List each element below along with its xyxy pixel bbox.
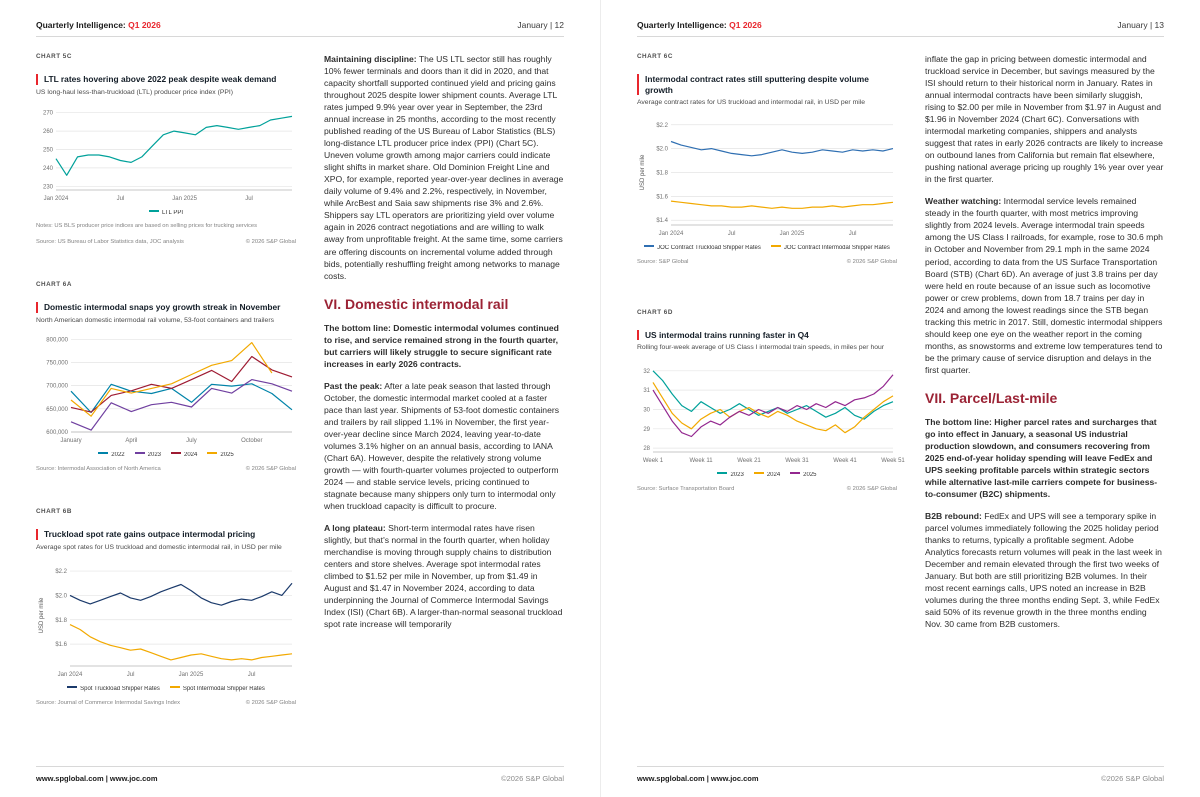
para-body: After a late peak season that lasted through October, the domestic intermodal market cooled at a faster pace than last year. Shipments of 53-foot domestic containers and trailers by rail slipped 1.1% in November, the first year-over-year decline since March 2024, leaving year-to-date volumes 3.1% higher on an annual basis, according to IANA (Chart 6A). However, despite the relatively strong volume growth — with fourth-quarter volumes projected to outperform 2024 — and stable service levels, pricing continued to stagnate because many shippers only turn to intermodal only when truckload capacity is difficult to procure. <box>324 380 560 512</box>
para-past-the-peak <box>324 380 564 512</box>
chart-block-6a <box>36 281 296 472</box>
svg-text:750,000: 750,000 <box>46 360 68 367</box>
chart-copyright: © 2026 S&P Global <box>245 239 296 246</box>
svg-text:800,000: 800,000 <box>46 337 68 344</box>
para-inflate-gap <box>925 53 1164 185</box>
header-title <box>637 20 762 30</box>
chart-kicker: CHART 6C <box>637 53 673 60</box>
legend-item <box>790 472 816 478</box>
para-lead: Maintaining discipline: <box>324 54 417 64</box>
svg-text:$1.6: $1.6 <box>656 194 668 201</box>
legend-label: JOC Contract Intermodal Shipper Rates <box>783 244 890 251</box>
para-lead: The bottom line: <box>925 416 992 427</box>
svg-text:Jul: Jul <box>727 230 736 237</box>
header-title <box>36 20 161 30</box>
para-body: Higher parcel rates and surcharges that go into effect in January, a seasonal US industrial production slowdown, and consumers recovering from 2025 end-of-year holiday spending will leave FedEx and UPS seeking profitable parcels within strategic sectors while alternative last-mile carriers compete for business-to-consumer (B2C) shipments. <box>925 416 1158 499</box>
svg-text:Jan 2024: Jan 2024 <box>57 671 83 678</box>
legend-item <box>67 686 160 692</box>
svg-text:Jul: Jul <box>247 671 256 678</box>
header-brand: Quarterly Intelligence: <box>637 20 730 30</box>
chart-source-row <box>36 466 296 472</box>
svg-text:$1.4: $1.4 <box>656 218 668 225</box>
svg-text:USD per mile: USD per mile <box>640 154 646 191</box>
chart-source-row <box>637 259 897 265</box>
svg-text:October: October <box>241 438 263 445</box>
svg-text:Jan 2024: Jan 2024 <box>658 230 684 237</box>
legend-swatch <box>207 452 217 454</box>
chart-subtitle: Average contract rates for US truckload and intermodal rail, in USD per mile <box>637 99 866 106</box>
svg-text:Jan 2025: Jan 2025 <box>172 196 197 203</box>
svg-text:Jan 2025: Jan 2025 <box>178 671 204 678</box>
chart-legend <box>637 472 897 478</box>
para-lead: Past the peak: <box>324 380 383 391</box>
header-brand: Quarterly Intelligence: <box>36 20 129 30</box>
svg-text:230: 230 <box>42 184 53 191</box>
chart-notes: Notes: US BLS producer price indices are based on selling prices for trucking services <box>36 223 258 230</box>
para-a-long-plateau <box>324 522 564 630</box>
para-body: The US LTL sector still has roughly 10% fewer terminals and doors than it did in 2020, and that capacity shortfall supported continued yield and pricing gains throughout 2025 despite lower shipment counts. Average LTL rates jumped 9.9% year over year in September, the 23rd annual increase in 25 months, according to the most recently published reading of the US Bureau of Labor Statistics (BLS) long-distance LTL producer price index (PPI) (Chart 5C). Uneven volume growth among major carriers could indicate slight shifts in market share. Old Dominion Freight Line and XPO, for example, reported year-over-year declines in average daily volume of 9.4% and 2.2%, respectively, in November, while ArcBest and Saia saw shipments rise 3% and 2.6%. Shippers say LTL operators are prioritizing yield over volume again in 2026 contract negotiations and are willing to walk away from unprofitable freight. At the same time, some carriers are offering discounts on incremental volume added through bids, potentially reshuffling freight among networks to manage costs. <box>324 54 564 281</box>
header-page-number: January | 12 <box>517 20 564 30</box>
legend-swatch <box>790 472 800 474</box>
chart-source-row <box>36 239 296 245</box>
page-13 <box>600 0 1200 797</box>
chart-source-row <box>637 486 897 492</box>
chart-kicker: CHART 5C <box>36 53 72 60</box>
text-column <box>925 53 1164 766</box>
para-body: Domestic intermodal volumes continued to rise, and service remained strong in the fourth quarter, but carriers will likely struggle to secure significant rate increases in early 2026 contracts. <box>324 322 559 369</box>
legend-swatch <box>149 210 159 212</box>
para-lead: B2B rebound: <box>925 511 982 522</box>
chart-svg <box>36 561 296 679</box>
chart-subtitle: Rolling four-week average of US Class I intermodal train speeds, in miles per hour <box>637 344 885 352</box>
legend-label: Spot Truckload Shipper Rates <box>80 685 160 692</box>
legend-item <box>207 452 233 458</box>
chart-block-6b <box>36 508 296 705</box>
svg-text:270: 270 <box>42 111 53 118</box>
charts-column <box>36 53 296 766</box>
svg-text:31: 31 <box>643 388 650 395</box>
header-issue: Q1 2026 <box>729 20 762 30</box>
chart-title: Domestic intermodal snaps yoy growth streak in November <box>36 302 296 313</box>
svg-text:Week 51: Week 51 <box>881 458 905 465</box>
chart-source: Source: Intermodal Association of North America <box>36 466 161 473</box>
page-footer <box>36 766 564 783</box>
legend-swatch <box>98 452 108 454</box>
para-body: inflate the gap in pricing between domestic intermodal and truckload service in December, but savings measured by the ISI should return to their historical norm in January. Rates in annual intermodal contracts have been similarly sluggish, rising to $2.00 per mile in November from $1.97 in August and $1.96 in November 2024 (Chart 6C). Conversations with intermodal marketing companies, shippers and analysts suggest that rates in early 2026 contracts are likely to increase on outbound lanes from California but remain flat elsewhere, pushing national average pricing up roughly 1% year over year in the first quarter. <box>925 54 1164 185</box>
svg-text:32: 32 <box>643 368 650 375</box>
footer-copyright: ©2026 S&P Global <box>501 774 564 783</box>
legend-swatch <box>717 472 727 474</box>
chart-legend <box>637 245 897 251</box>
legend-label: 2022 <box>111 452 125 459</box>
svg-text:600,000: 600,000 <box>46 430 68 437</box>
para-body: Intermodal service levels remained steady in the fourth quarter, with most metrics improving slightly from 2024 levels. Average intermodal train speeds among the US Class I railroads, for example, rose to 30.6 mph in October and November from 29.1 mph in the same 2024 period, according to data from the US Surface Transportation Board (STB) (Chart 6D). An average of just 3.8 trains per day were held en route because of an issue such as locomotive power or crew problems, down from 18.7 trains per day in 2024 and among the lowest readings since the STB began tracking this metric in 2017. Still, domestic intermodal shippers should keep one eye on the weather report in the coming months, as snowstorms and extreme low temperatures tend to be the primary cause of service disruption and delays in the first quarter. <box>925 196 1163 375</box>
svg-text:Jul: Jul <box>126 671 135 678</box>
chart-svg <box>36 333 296 445</box>
series-Spot Intermodal Shipper Rates <box>70 624 292 659</box>
legend-swatch <box>644 245 654 247</box>
chart-source: Source: Journal of Commerce Intermodal Savings Index <box>36 699 181 706</box>
chart-kicker: CHART 6D <box>637 308 673 316</box>
svg-text:$2.0: $2.0 <box>656 146 668 153</box>
svg-text:700,000: 700,000 <box>46 384 68 391</box>
chart-source: Source: S&P Global <box>637 258 689 265</box>
header-page-number: January | 13 <box>1117 20 1164 30</box>
svg-text:29: 29 <box>643 426 650 433</box>
chart-svg <box>36 105 296 203</box>
para-bottom-line-vii <box>925 416 1164 500</box>
chart-subtitle: North American domestic intermodal rail volume, 53-foot containers and trailers <box>36 316 274 324</box>
para-lead: Weather watching: <box>925 196 1002 207</box>
train-speed-line-chart <box>637 361 905 465</box>
contract-rates-line-chart <box>637 116 897 238</box>
svg-text:28: 28 <box>643 446 650 453</box>
legend-item <box>98 452 124 458</box>
section-heading-vii: VII. Parcel/Last-mile <box>925 389 1058 406</box>
chart-legend <box>36 452 296 458</box>
svg-text:250: 250 <box>42 147 53 154</box>
para-bottom-line-vi <box>324 322 564 370</box>
series-JOC Contract Intermodal Shipper Rates <box>671 201 893 208</box>
svg-text:650,000: 650,000 <box>46 407 68 414</box>
page-columns <box>36 37 564 766</box>
para-body: Short-term intermodal rates have risen slightly, but that's normal in the fourth quarter, when holiday merchandise is moving through supply chains to distribution centers and store shelves. Average spot intermodal rates climbed to $1.52 per mile in November, up from $1.49 in August and $1.47 in November 2024, according to data underpinning the Journal of Commerce Intermodal Savings Index (ISI) (Chart 6B). A larger-than-normal seasonal truckload spot rate increase will temporarily <box>324 523 563 630</box>
svg-text:240: 240 <box>42 166 53 173</box>
svg-text:$1.8: $1.8 <box>55 617 67 624</box>
series-2025 <box>71 343 272 417</box>
legend-label: 2025 <box>220 452 234 459</box>
svg-text:Week 31: Week 31 <box>785 458 809 465</box>
text-column <box>324 53 564 766</box>
chart-copyright: © 2026 S&P Global <box>846 258 897 265</box>
legend-item <box>171 452 197 458</box>
page-header <box>637 20 1164 37</box>
charts-column <box>637 53 905 766</box>
svg-text:Week 21: Week 21 <box>737 458 761 465</box>
ltl-ppi-line-chart <box>36 105 296 203</box>
svg-text:260: 260 <box>42 129 53 136</box>
chart-legend <box>36 210 296 216</box>
chart-kicker: CHART 6A <box>36 281 72 289</box>
intermodal-volume-line-chart <box>36 333 296 445</box>
page-footer <box>637 766 1164 783</box>
svg-text:$2.0: $2.0 <box>55 593 67 600</box>
section-heading-vi: VI. Domestic intermodal rail <box>324 295 509 312</box>
legend-label: 2025 <box>803 472 817 479</box>
svg-text:Jul: Jul <box>116 196 125 203</box>
svg-text:Week 41: Week 41 <box>833 458 857 465</box>
chart-block-5c <box>36 53 296 245</box>
para-maintaining-discipline <box>324 53 564 282</box>
chart-copyright: © 2026 S&P Global <box>245 699 296 706</box>
svg-text:$2.2: $2.2 <box>55 568 67 575</box>
legend-label: Spot Intermodal Shipper Rates <box>182 685 265 692</box>
svg-text:Jul: Jul <box>848 230 857 237</box>
legend-swatch <box>67 686 77 688</box>
svg-text:July: July <box>186 438 197 445</box>
chart-kicker: CHART 6B <box>36 508 72 516</box>
legend-item <box>717 472 743 478</box>
para-lead: The bottom line: <box>324 322 391 333</box>
chart-block-6d <box>637 308 905 493</box>
svg-text:April: April <box>125 438 138 445</box>
chart-svg <box>637 361 905 465</box>
svg-text:$1.8: $1.8 <box>656 170 668 177</box>
chart-subtitle: US long-haul less-than-truckload (LTL) producer price index (PPI) <box>36 88 234 96</box>
legend-label: 2023 <box>730 472 744 479</box>
chart-title: Truckload spot rate gains outpace intermodal pricing <box>36 529 296 540</box>
series-2023 <box>653 371 893 419</box>
legend-swatch <box>170 686 180 688</box>
chart-subtitle: Average spot rates for US truckload and domestic intermodal rail, in USD per mile <box>36 543 282 551</box>
series-Spot Truckload Shipper Rates <box>70 583 292 605</box>
svg-text:Week 1: Week 1 <box>642 458 664 465</box>
chart-block-6c <box>637 53 897 265</box>
chart-copyright: © 2026 S&P Global <box>245 466 296 473</box>
legend-swatch <box>135 452 145 454</box>
chart-source-row <box>36 700 296 706</box>
svg-text:Jan 2024: Jan 2024 <box>43 196 69 203</box>
chart-title: Intermodal contract rates still sputtering despite volume growth <box>637 74 897 95</box>
legend-item <box>754 472 780 478</box>
legend-item <box>149 210 183 216</box>
legend-item <box>170 686 265 692</box>
legend-label: LTL PPI <box>161 210 183 217</box>
para-body: FedEx and UPS will see a temporary spike in parcel volumes immediately following the 2025 holiday period thanks to returns, typically a profitable segment. Adobe Analytics forecasts return volumes will peak in the last week in December and remain elevated through the first two weeks of January. But both are still prioritizing B2B volumes. In their most recent earnings calls, UPS noted an increase in B2B volumes during the three months ending Sept. 3, while FedEx said 50% of its revenue growth in the three months ending Nov. 30 came from B2B customers. <box>925 511 1162 630</box>
legend-label: 2024 <box>766 472 781 479</box>
footer-links: www.spglobal.com | www.joc.com <box>36 774 158 783</box>
chart-source: Source: US Bureau of Labor Statistics data, JOC analysis <box>36 239 184 246</box>
chart-source: Source: Surface Transportation Board <box>637 486 735 493</box>
chart-legend <box>36 686 296 692</box>
legend-item <box>644 245 761 251</box>
legend-label: 2023 <box>147 452 161 459</box>
legend-label: 2024 <box>184 452 198 459</box>
svg-text:30: 30 <box>643 407 650 414</box>
legend-item <box>771 245 890 251</box>
legend-item <box>135 452 161 458</box>
series-LTL PPI <box>56 117 292 176</box>
chart-svg <box>637 116 897 238</box>
legend-swatch <box>771 245 781 247</box>
para-b2b-rebound <box>925 510 1164 630</box>
page-header <box>36 20 564 37</box>
svg-text:$2.2: $2.2 <box>656 122 668 129</box>
svg-text:$1.6: $1.6 <box>55 641 67 648</box>
spot-rates-line-chart <box>36 561 296 679</box>
chart-copyright: © 2026 S&P Global <box>846 486 897 493</box>
legend-swatch <box>754 472 764 474</box>
svg-text:Jan 2025: Jan 2025 <box>779 230 805 237</box>
svg-text:January: January <box>60 438 82 445</box>
footer-copyright: ©2026 S&P Global <box>1101 774 1164 783</box>
svg-text:Jul: Jul <box>245 196 253 203</box>
legend-label: JOC Contract Truckload Shipper Rates <box>657 244 761 251</box>
chart-title: US intermodal trains running faster in Q4 <box>637 330 897 341</box>
svg-text:USD per mile: USD per mile <box>39 597 45 634</box>
footer-links: www.spglobal.com | www.joc.com <box>637 774 759 783</box>
para-weather-watching <box>925 195 1164 375</box>
para-lead: A long plateau: <box>324 523 386 534</box>
header-issue: Q1 2026 <box>128 20 161 30</box>
page-columns <box>637 37 1164 766</box>
svg-text:Week 11: Week 11 <box>689 458 713 465</box>
series-2024 <box>71 357 292 413</box>
legend-swatch <box>171 452 181 454</box>
chart-title: LTL rates hovering above 2022 peak despite weak demand <box>36 74 296 85</box>
